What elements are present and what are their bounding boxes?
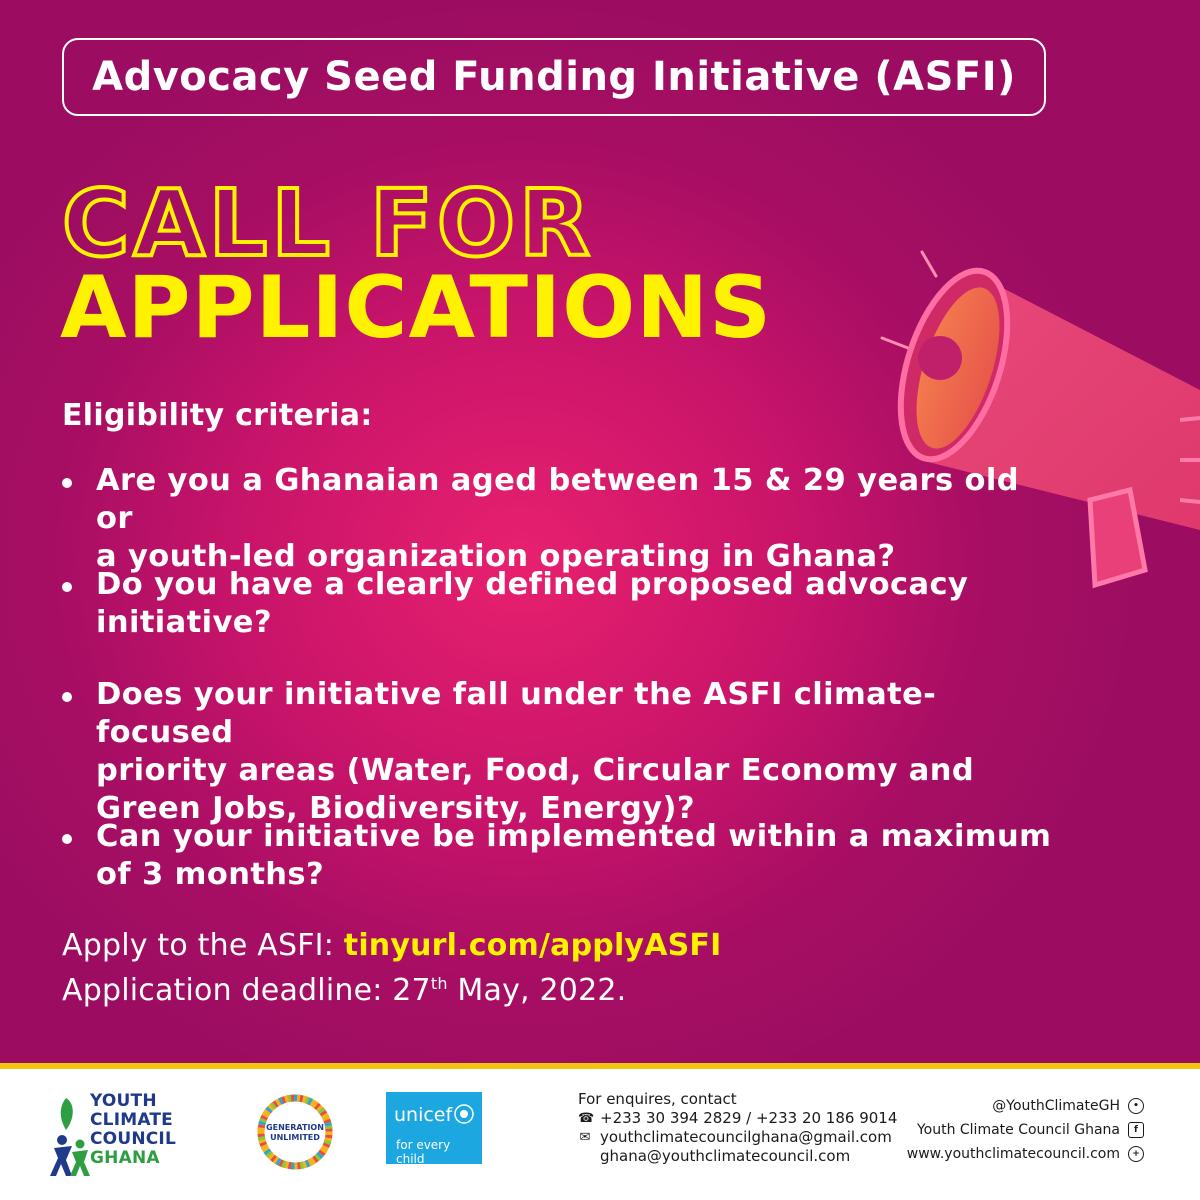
bullet-icon xyxy=(62,692,72,702)
deadline-prefix: Application deadline: 27 xyxy=(62,973,431,1008)
title-banner xyxy=(62,38,1046,116)
phone-icon: ☎ xyxy=(578,1111,595,1126)
criteria-heading: Eligibility criteria: xyxy=(62,398,373,433)
genu-line1: GENERATION xyxy=(266,1123,324,1132)
globe-icon: + xyxy=(1128,1146,1144,1162)
headline-call-for: CALL FOR xyxy=(62,170,594,277)
criteria-item xyxy=(62,676,1052,828)
twitter-icon: • xyxy=(1128,1098,1144,1114)
criteria-item xyxy=(62,566,1052,642)
deadline-ordinal: th xyxy=(430,974,448,993)
generation-unlimited-logo xyxy=(255,1092,335,1172)
contact-block xyxy=(578,1090,897,1166)
apply-prefix: Apply to the ASFI: xyxy=(62,928,344,963)
contact-email-row xyxy=(578,1128,897,1147)
title-text: Advocacy Seed Funding Initiative (ASFI) xyxy=(92,54,1016,100)
ycc-wordmark: YOUTH CLIMATE COUNCIL GHANA xyxy=(90,1091,176,1168)
social-website[interactable]: www.youthclimatecouncil.com xyxy=(906,1146,1120,1162)
contact-email-2[interactable]: ghana@youthclimatecouncil.com xyxy=(600,1147,851,1165)
criteria-item xyxy=(62,462,1052,576)
social-block xyxy=(907,1094,1144,1166)
facebook-icon: f xyxy=(1128,1122,1144,1138)
bullet-icon xyxy=(62,834,72,844)
contact-phone-row xyxy=(578,1109,897,1128)
deadline-line xyxy=(62,973,626,1008)
contact-email-row-2 xyxy=(578,1147,897,1166)
envelope-icon: ✉ xyxy=(579,1130,591,1145)
social-facebook-name[interactable]: Youth Climate Council Ghana xyxy=(916,1122,1120,1138)
apply-line xyxy=(62,928,721,963)
genu-line2: UNLIMITED xyxy=(270,1133,320,1142)
unicef-tagline: for every child xyxy=(396,1138,451,1166)
social-website-row xyxy=(907,1142,1144,1166)
headline-applications: APPLICATIONS xyxy=(60,258,773,358)
unicef-logo xyxy=(386,1092,482,1164)
criteria-item-text: Does your initiative fall under the ASFI climate-focused priority areas (Water, Food, Circular Economy and Green Jobs, Biodiversity, Energy)? xyxy=(96,677,975,826)
contact-heading: For enquires, contact xyxy=(578,1090,737,1108)
social-twitter-handle[interactable]: @YouthClimateGH xyxy=(992,1098,1120,1114)
deadline-suffix: May, 2022. xyxy=(447,973,627,1008)
social-facebook-row xyxy=(907,1118,1144,1142)
criteria-item xyxy=(62,818,1052,894)
criteria-item-text: Do you have a clearly defined proposed advocacy initiative? xyxy=(96,567,969,640)
criteria-item-text: Are you a Ghanaian aged between 15 & 29 years old or a youth-led organization operating in Ghana? xyxy=(96,463,1019,574)
unicef-wordmark: unicef xyxy=(394,1104,453,1126)
contact-email-1[interactable]: youthclimatecouncilghana@gmail.com xyxy=(600,1128,892,1146)
bullet-icon xyxy=(62,582,72,592)
criteria-item-text: Can your initiative be implemented within a maximum of 3 months? xyxy=(96,819,1052,892)
contact-phone[interactable]: +233 30 394 2829 / +233 20 186 9014 xyxy=(600,1109,898,1127)
apply-link[interactable]: tinyurl.com/applyASFI xyxy=(343,928,722,963)
bullet-icon xyxy=(62,478,72,488)
social-twitter-row xyxy=(907,1094,1144,1118)
unicef-emblem-icon xyxy=(454,1104,474,1124)
